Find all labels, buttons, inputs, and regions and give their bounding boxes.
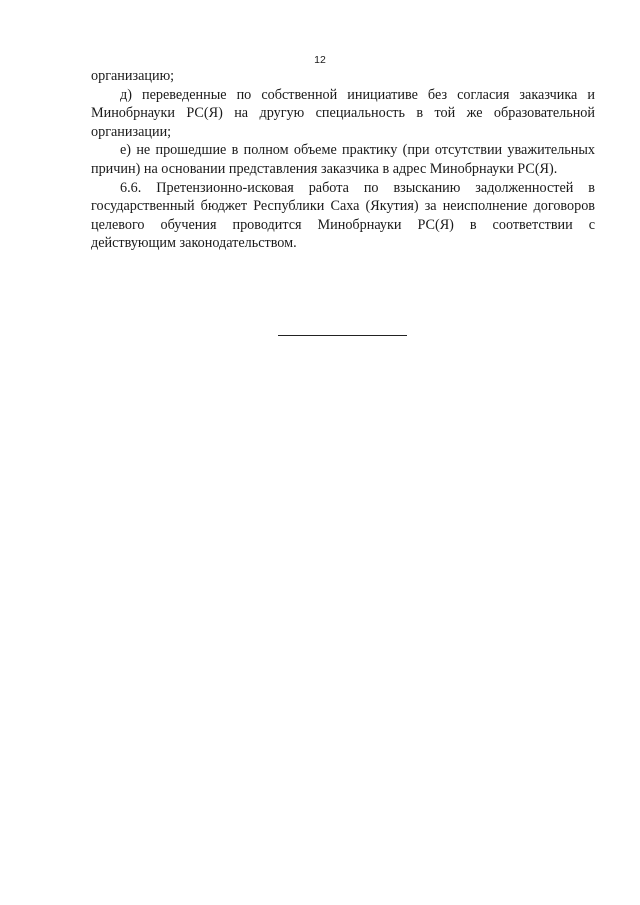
paragraph-item-e: е) не прошедшие в полном объеме практику (при отсутствии уважительных причин) на основании представления заказчика в адрес Минобрнауки РС(Я).	[91, 142, 595, 177]
document-body	[91, 67, 595, 253]
page-number: 12	[314, 54, 326, 66]
paragraph-item-d: д) переведенные по собственной инициативе без согласия заказчика и Минобрнауки РС(Я) на другую специальность в той же образовательной организации;	[91, 86, 595, 140]
end-of-document-rule	[278, 335, 407, 336]
paragraph-continuation: организацию;	[91, 68, 175, 84]
paragraph-section-6-6: 6.6. Претензионно-исковая работа по взысканию задолженностей в государственный бюджет Республики Саха (Якутия) за неисполнение договоров целевого обучения проводится Минобрнауки РС(Я) в соответствии с действующим законодательством.	[91, 179, 595, 252]
